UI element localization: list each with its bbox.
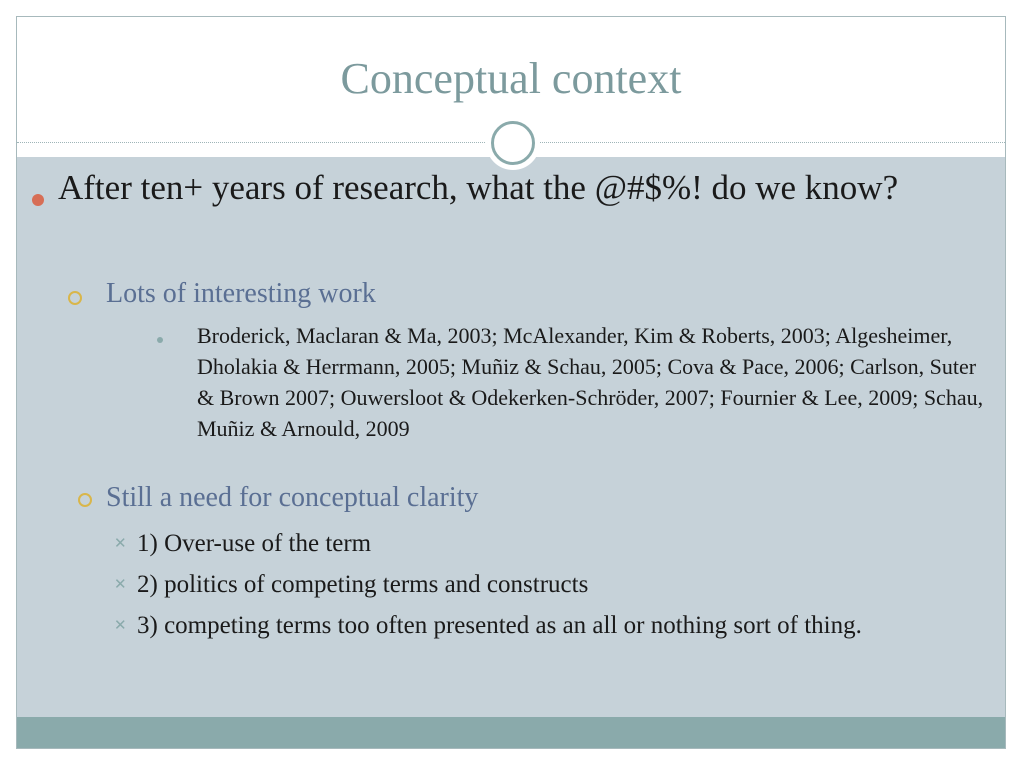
four-point-star-bullet-icon: ✕	[114, 536, 127, 552]
bullet-level1-text: After ten+ years of research, what the @#$%! do we know?	[58, 168, 899, 207]
bullet-level3-politics: 2) politics of competing terms and constructs	[137, 571, 589, 598]
bullet-level3-competing-terms: 3) competing terms too often presented as an all or nothing sort of thing.	[137, 612, 862, 639]
filled-circle-bullet-icon	[32, 194, 44, 206]
hollow-circle-bullet-icon	[68, 291, 82, 305]
references-list: Broderick, Maclaran & Ma, 2003; McAlexander, Kim & Roberts, 2003; Algesheimer, Dholakia & Herrmann, 2005; Muñiz & Schau, 2005; Cova & Pace, 2006; Carlson, Suter & Brown 2007; Ouwersloot & Odekerken-Schröder, 2007; Fournier & Lee, 2009; Schau, Muñiz & Arnould, 2009	[197, 323, 984, 441]
bullet-level3-over-use: 1) Over-use of the term	[137, 530, 372, 557]
bullet-level2-conceptual-clarity: Still a need for conceptual clarity	[106, 482, 479, 513]
four-point-star-bullet-icon: ✕	[114, 618, 127, 634]
bullet-level1	[58, 166, 958, 210]
small-dot-bullet-icon	[157, 337, 163, 343]
hollow-circle-bullet-icon	[78, 493, 92, 507]
four-point-star-bullet-icon: ✕	[114, 577, 127, 593]
slide-title: Conceptual context	[340, 54, 682, 103]
bullet-level2-lots-of-interesting-work: Lots of interesting work	[106, 278, 376, 309]
